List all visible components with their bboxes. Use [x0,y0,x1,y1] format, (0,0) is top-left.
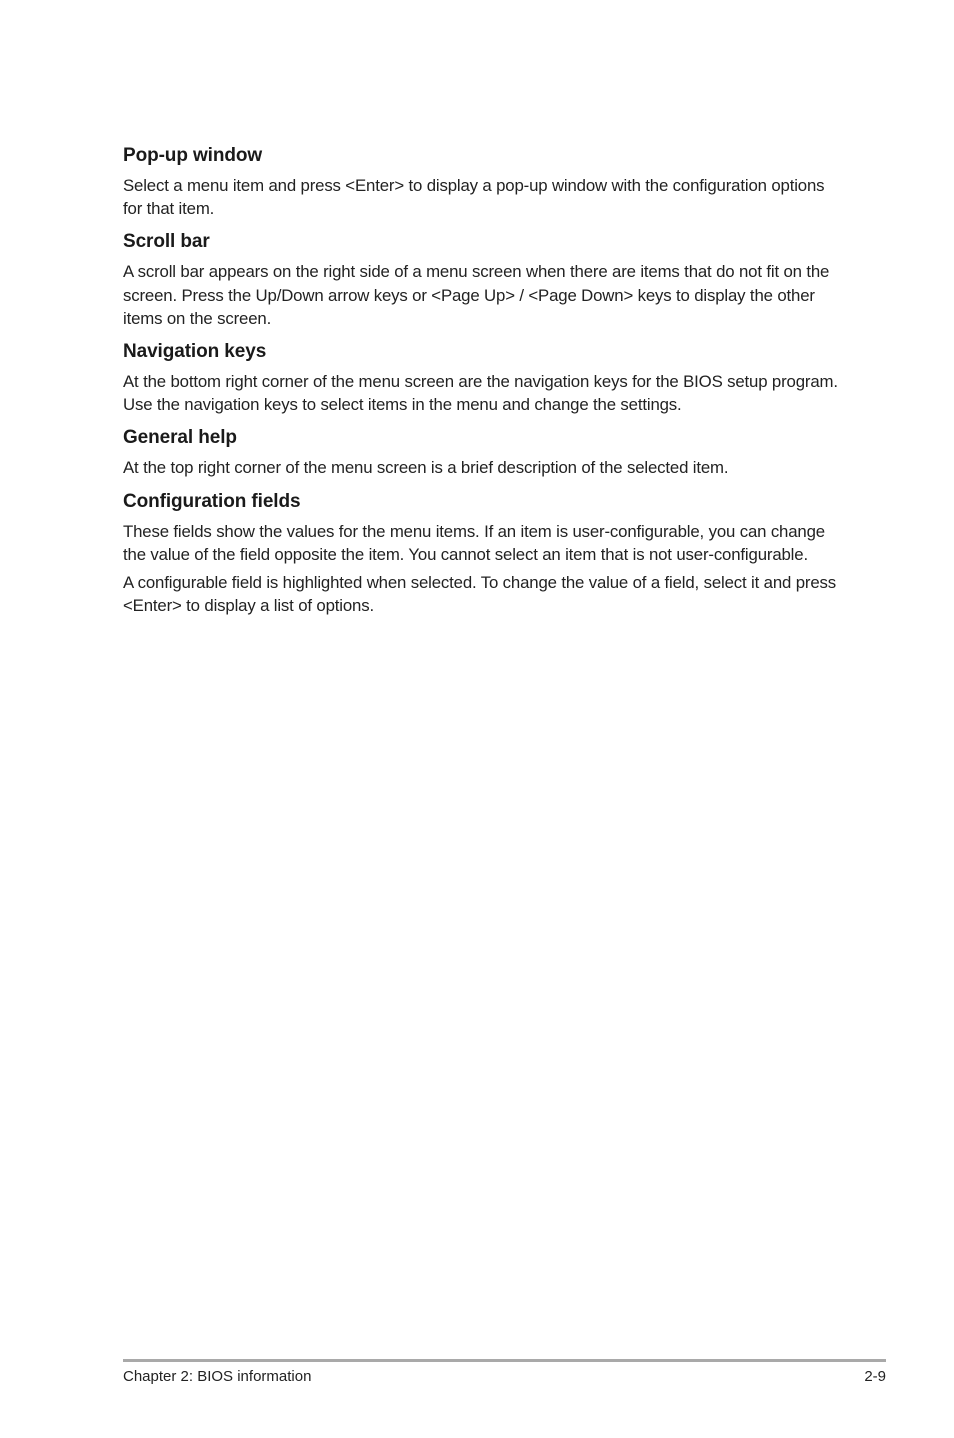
section-navigation-keys [123,339,847,416]
footer-divider [123,1359,886,1362]
section-paragraph: Select a menu item and press <Enter> to display a pop-up window with the configuration options for that item. [123,176,825,219]
section-heading: Scroll bar [123,231,210,253]
footer-page-number: 2-9 [864,1368,886,1385]
section-heading: Navigation keys [123,341,267,363]
section-paragraph: At the top right corner of the menu screen is a brief description of the selected item. [123,458,729,478]
section-paragraph: At the bottom right corner of the menu screen are the navigation keys for the BIOS setup program. Use the navigation keys to select items in the menu and change the settings. [123,372,838,415]
section-scroll-bar [123,229,847,330]
section-heading: Configuration fields [123,490,301,512]
section-popup-window [123,143,847,220]
section-heading: General help [123,427,237,449]
section-paragraph: A scroll bar appears on the right side of a menu screen when there are items that do not fit on the screen. Press the Up/Down arrow keys or <Page Up> / <Page Down> keys to display the other items on the screen. [123,262,830,328]
document-body [123,143,847,617]
section-general-help [123,425,847,479]
section-heading: Pop-up window [123,145,263,166]
section-paragraph: These fields show the values for the menu items. If an item is user-configurable, you can change the value of the field opposite the item. You cannot select an item that is not user-configurable. [123,521,825,564]
section-paragraph: A configurable field is highlighted when selected. To change the value of a field, select it and press <Enter> to display a list of options. [123,573,836,616]
section-configuration-fields [123,489,847,618]
footer-chapter-title: Chapter 2: BIOS information [123,1368,312,1385]
